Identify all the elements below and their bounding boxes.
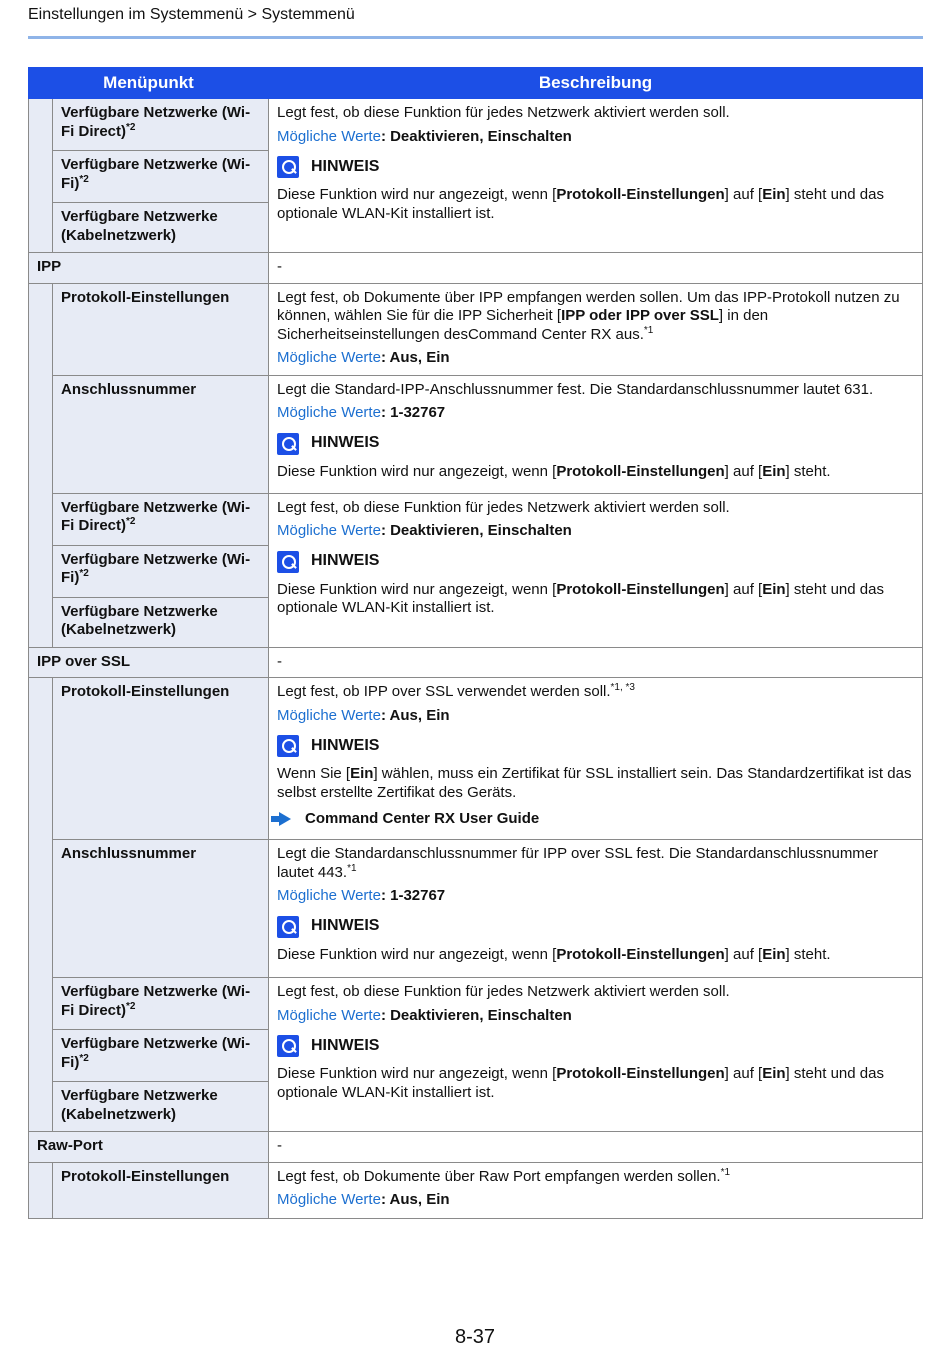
ipp-ssl-label: IPP over SSL <box>29 647 269 678</box>
dash: - <box>269 253 923 284</box>
ipp-port-desc: Legt die Standard-IPP-Anschlussnummer fest. Die Standardanschlussnummer lautet 631. Mögliche Werte: 1-32767 HINWEIS Diese Funktion wird nur angezeigt, wenn [Protokoll-Einstellungen] auf [Ein] steht. <box>269 375 923 493</box>
hint-text: Diese Funktion wird nur angezeigt, wenn [Protokoll-Einstellungen] auf [Ein] steht. <box>277 462 831 480</box>
footnote-ref: *2 <box>79 173 89 185</box>
table-row <box>29 375 923 493</box>
guide-link[interactable]: Command Center RX User Guide <box>277 810 914 829</box>
table-row <box>29 1132 923 1163</box>
table-row <box>29 283 923 375</box>
table-row <box>29 647 923 678</box>
header-desc: Beschreibung <box>269 68 923 99</box>
magnifier-hint-icon <box>277 433 299 455</box>
indent-cell <box>29 99 53 253</box>
table-row <box>29 99 923 253</box>
ipp-ssl-proto-label: Protokoll-Einstellungen <box>53 678 269 840</box>
indent-cell <box>29 678 53 1132</box>
header-divider <box>28 36 923 39</box>
possible-values: Mögliche Werte: Deaktivieren, Einschalten <box>277 127 572 145</box>
header-menu: Menüpunkt <box>29 68 269 99</box>
raw-proto-label: Protokoll-Einstellungen <box>53 1162 269 1218</box>
dash: - <box>269 647 923 678</box>
network-wifi: Verfügbare Netzwerke (Wi-Fi) <box>61 156 251 192</box>
networks-desc-cell: Legt fest, ob diese Funktion für jedes Netzwerk aktiviert werden soll. Mögliche Werte: Deaktivieren, Einschalten HINWEIS Diese Funktion wird nur angezeigt, wenn [Protokoll-Einstellungen] auf [Ein] steht und das optionale WLAN-Kit installiert ist. <box>269 978 923 1132</box>
indent-cell <box>29 283 53 647</box>
breadcrumb: Einstellungen im Systemmenü > Systemmenü <box>28 6 355 23</box>
ipp-ssl-proto-desc: Legt fest, ob IPP over SSL verwendet werden soll.$^{*1, *3}$ Mögliche Werte: Aus, Ein HINWEIS Wenn Sie [Ein] wählen, muss ein Zertifikat für SSL installiert sein. Das Standardzertifikat ist das selbst erstellte Zertifikat des Geräts. Command Center RX User Guide <box>269 678 923 840</box>
description: Legt fest, ob diese Funktion für jedes Netzwerk aktiviert werden soll. <box>277 104 730 121</box>
page-number: 8-37 <box>454 1326 496 1348</box>
ipp-port-label: Anschlussnummer <box>53 375 269 493</box>
network-wifi-direct: Verfügbare Netzwerke (Wi-Fi Direct) <box>61 104 251 140</box>
magnifier-hint-icon <box>277 916 299 938</box>
table-row <box>29 678 923 840</box>
networks-menu-cell <box>53 99 269 253</box>
ipp-proto-desc: Legt fest, ob Dokumente über IPP empfangen werden sollen. Um das IPP-Protokoll nutzen zu können, wählen Sie für die IPP Sicherheit [IPP oder IPP over SSL] in den Sicherheitseinstellungen desCommand Center RX aus.$^{*1}$ Mögliche Werte: Aus, Ein <box>269 283 923 375</box>
table-row <box>29 493 923 647</box>
footnote-ref: *2 <box>126 121 136 133</box>
table-row <box>29 840 923 978</box>
possible-values: Mögliche Werte: 1-32767 <box>277 404 446 421</box>
networks-desc-cell <box>269 99 923 253</box>
magnifier-hint-icon <box>277 156 299 178</box>
raw-port-label: Raw-Port <box>29 1132 269 1163</box>
raw-proto-desc: Legt fest, ob Dokumente über Raw Port empfangen werden sollen.$^{*1}$ Mögliche Werte: Aus, Ein <box>269 1162 923 1218</box>
hint-heading: HINWEIS <box>277 433 914 455</box>
possible-values: Mögliche Werte: Aus, Ein <box>277 349 450 366</box>
arrow-right-icon <box>279 812 291 826</box>
table-row <box>29 978 923 1132</box>
indent-cell <box>29 1162 53 1218</box>
table-header <box>29 68 923 99</box>
ipp-ssl-port-desc: Legt die Standardanschlussnummer für IPP over SSL fest. Die Standardanschlussnummer lautet 443.$^{*1}$ Mögliche Werte: 1-32767 HINWEIS Diese Funktion wird nur angezeigt, wenn [Protokoll-Einstellungen] auf [Ein] steht. <box>269 840 923 978</box>
networks-menu-cell: Verfügbare Netzwerke (Wi-Fi Direct)$^{*2}$ Verfügbare Netzwerke $(Wi-Fi)^{*2}$ Verfügbare Netzwerke (Kabelnetzwerk) <box>53 978 269 1132</box>
hint-text: Diese Funktion wird nur angezeigt, wenn [Protokoll-Einstellungen] auf [Ein] steht und das optionale WLAN-Kit installiert ist. <box>277 186 884 222</box>
table-row <box>29 253 923 284</box>
hint-heading: HINWEIS <box>277 156 914 178</box>
settings-table <box>28 67 923 1219</box>
ipp-proto-label: Protokoll-Einstellungen <box>53 283 269 375</box>
magnifier-hint-icon <box>277 551 299 573</box>
networks-menu-cell: Verfügbare Netzwerke (Wi-Fi Direct)$^{*2}$ Verfügbare Netzwerke $(Wi-Fi)^{*2}$ Verfügbare Netzwerke (Kabelnetzwerk) <box>53 493 269 647</box>
magnifier-hint-icon <box>277 1035 299 1057</box>
network-cable: Verfügbare Netzwerke (Kabelnetzwerk) <box>61 208 218 244</box>
ipp-label: IPP <box>29 253 269 284</box>
dash: - <box>269 1132 923 1163</box>
magnifier-hint-icon <box>277 735 299 757</box>
table-row <box>29 1162 923 1218</box>
ipp-ssl-port-label: Anschlussnummer <box>53 840 269 978</box>
networks-desc-cell: Legt fest, ob diese Funktion für jedes Netzwerk aktiviert werden soll. Mögliche Werte: Deaktivieren, Einschalten HINWEIS Diese Funktion wird nur angezeigt, wenn [Protokoll-Einstellungen] auf [Ein] steht und das optionale WLAN-Kit installiert ist. <box>269 493 923 647</box>
